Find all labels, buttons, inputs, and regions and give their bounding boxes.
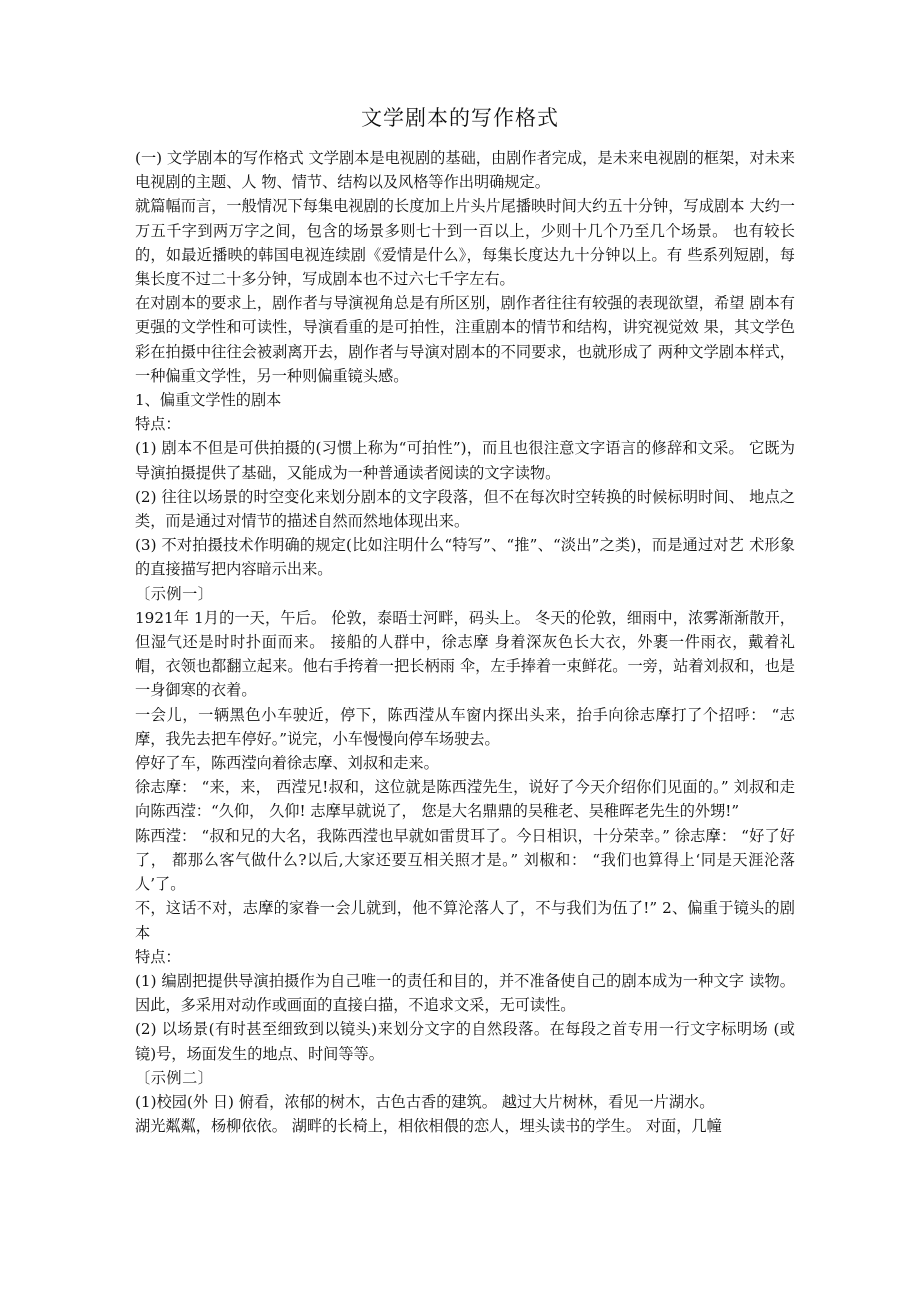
feature-item: (3) 不对拍摄技术作明确的规定(比如注明什么“特写”、“推”、“淡出”之类)，而是通过对艺 术形象的直接描写把内容暗示出来。 <box>135 536 795 579</box>
example-paragraph: 徐志摩： “来，来， 西滢兄!叔和，这位就是陈西滢先生，说好了今天介绍你们见面的。” 刘叔和走向陈西滢：“久仰， 久仰! 志摩早就说了， 您是大名鼎鼎的吴稚老、吴稚晖老先生的外甥!” <box>135 778 795 821</box>
example-label: 〔示例一〕 <box>135 584 214 603</box>
example-paragraph: 一会儿，一辆黑色小车驶近，停下，陈西滢从车窗内探出头来，抬手向徐志摩打了个招呼： “志摩，我先去把车停好。”说完，小车慢慢向停车场驶去。 <box>135 705 795 748</box>
document-body <box>135 146 795 1138</box>
features-label: 特点： <box>135 415 181 434</box>
section-heading-literary: 1、偏重文学性的剧本 <box>135 391 282 410</box>
paragraph-length: 就篇幅而言，一般情况下每集电视剧的长度加上片头片尾播映时间大约五十分钟，写成剧本 大约一万五千字到两万字之间，包含的场景多则七十到一百以上，少则十几个乃至几个场景。 也有较长的，如最近播映的韩国电视连续剧《爱情是什么》，每集长度达九十分钟以上。有 些系列短剧，每集长度不过二十多分钟，写成剧本也不过六七千字左右。 <box>135 197 795 289</box>
example-paragraph: 1921年 1月的一天，午后。 伦敦，泰晤士河畔，码头上。 冬天的伦敦，细雨中，浓雾渐渐散开，但湿气还是时时扑面而来。 接船的人群中，徐志摩 身着深灰色长大衣，外裹一件雨衣，戴着礼帽，衣领也都翻立起来。他右手挎着一把长柄雨 伞，左手捧着一束鲜花。一旁，站着刘叔和，也是一身御寒的衣着。 <box>135 608 795 700</box>
example-paragraph: 不，这话不对，志摩的家眷一会儿就到，他不算沦落人了，不与我们为伍了!” 2、偏重于镜头的剧本 <box>135 899 795 942</box>
document-title: 文学剧本的写作格式 <box>361 106 559 130</box>
example-paragraph: 停好了车，陈西滢向着徐志摩、刘叔和走来。 <box>135 754 439 773</box>
example-label: 〔示例二〕 <box>135 1068 214 1087</box>
example-paragraph: 陈西滢： “叔和兄的大名，我陈西滢也早就如雷贯耳了。今日相识，十分荣幸。” 徐志摩： “好了好了， 都那么客气做什么?以后,大家还要互相关照才是。” 刘椒和： “我们也算得上‘同是天涯沦落人’了。 <box>135 826 795 894</box>
example-paragraph: (1)校园(外 日) 俯看，浓郁的树木，古色古香的建筑。 越过大片树林，看见一片湖水。 <box>135 1092 715 1111</box>
paragraph-requirements: 在对剧本的要求上，剧作者与导演视角总是有所区别，剧作者往往有较强的表现欲望，希望 剧本有更强的文学性和可读性，导演看重的是可拍性，注重剧本的情节和结构，讲究视觉效 果，其文学色彩在拍摄中往往会被剥离开去，剧作者与导演对剧本的不同要求，也就形成了 两种文学剧本样式，一种偏重文学性，另一种则偏重镜头感。 <box>135 294 795 385</box>
feature-item: (1) 剧本不但是可供拍摄的(习惯上称为“可拍性”)，而且也很注意文字语言的修辞和文采。 它既为导演拍摄提供了基础，又能成为一种普通读者阅读的文字读物。 <box>135 439 795 482</box>
feature-item: (2) 以场景(有时甚至细致到以镜头)来划分文字的自然段落。在每段之首专用一行文字标明场 (或镜)号，场面发生的地点、时间等等。 <box>135 1020 795 1063</box>
feature-item: (2) 往往以场景的时空变化来划分剧本的文字段落，但不在每次时空转换的时候标明时间、 地点之类，而是通过对情节的描述自然而然地体现出来。 <box>135 487 795 531</box>
feature-item: (1) 编剧把提供导演拍摄作为自己唯一的责任和目的，并不准备使自己的剧本成为一种文字 读物。因此，多采用对动作或画面的直接白描，不追求文采，无可读性。 <box>135 971 795 1015</box>
paragraph-intro: (一) 文学剧本的写作格式 文学剧本是电视剧的基础，由剧作者完成，是未来电视剧的框架，对未来电视剧的主题、人 物、情节、结构以及风格等作出明确规定。 <box>135 149 795 192</box>
example-paragraph: 湖光粼粼，杨柳依依。 湖畔的长椅上，相依相偎的恋人，埋头读书的学生。 对面，几幢 <box>135 1117 722 1136</box>
features-label: 特点： <box>135 947 181 966</box>
